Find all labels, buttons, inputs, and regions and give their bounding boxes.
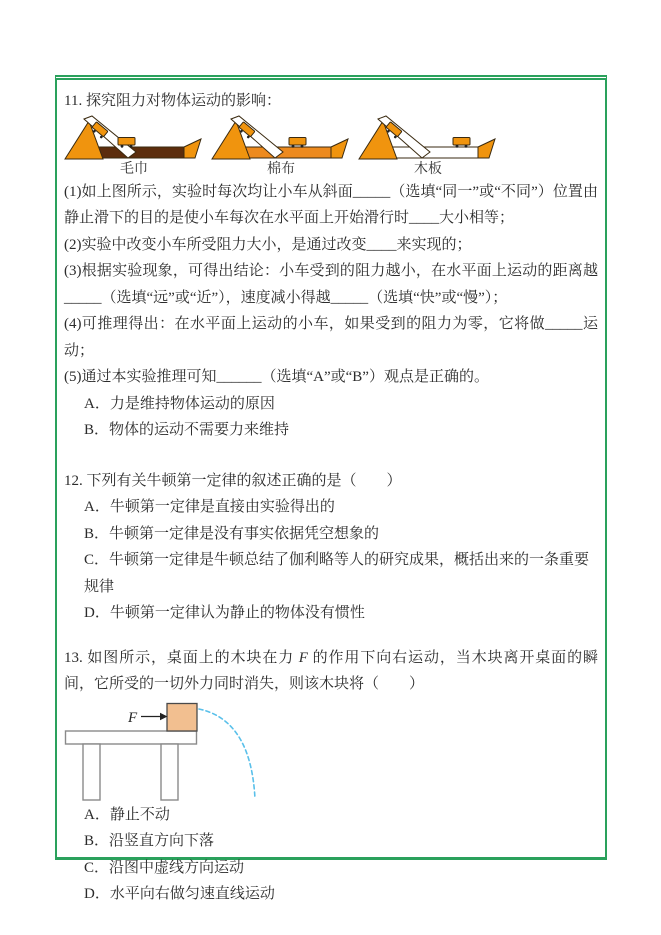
force-label: F xyxy=(128,709,138,726)
q13-force-symbol: F xyxy=(298,649,308,666)
dashed-trajectory-curve xyxy=(199,709,255,799)
surface-end-wedge xyxy=(478,139,495,158)
q11-title: 11. 探究阻力对物体运动的影响： xyxy=(64,93,281,109)
q12-option-a: A．牛顿第一定律是直接由实验得出的 xyxy=(84,499,335,515)
q11-part-2: (2)实验中改变小车所受阻力大小，是通过改变____来实现的； xyxy=(64,236,472,253)
ramp-diagram-towel xyxy=(64,116,204,160)
q12-options xyxy=(64,494,598,627)
question-12 xyxy=(64,468,598,627)
q13-stem-pre: 13. 如图所示，桌面上的木块在力 xyxy=(64,649,299,666)
q11-experiment-figures xyxy=(64,116,598,179)
surface-label-towel: 毛巾 xyxy=(120,161,148,177)
experiment-figure-board xyxy=(358,116,498,179)
table-block-diagram xyxy=(64,700,274,802)
question-13 xyxy=(64,645,598,908)
q11-option-b: B．物体的运动不需要力来维持 xyxy=(84,422,290,438)
ramp-diagram-board xyxy=(358,116,498,160)
q13-option-d: D．水平向右做匀速直线运动 xyxy=(84,886,275,902)
q12-title: 12. 下列有关牛顿第一定律的叙述正确的是（ ） xyxy=(64,472,402,489)
surface-label-board: 木板 xyxy=(414,161,442,177)
q12-option-b: B．牛顿第一定律是没有事实依据凭空想象的 xyxy=(84,525,380,542)
q13-option-a: A．静止不动 xyxy=(84,806,170,823)
q11-option-a: A．力是维持物体运动的原因 xyxy=(84,395,275,412)
q13-option-c: C．沿图中虚线方向运动 xyxy=(84,859,245,876)
experiment-figure-cotton xyxy=(211,116,351,179)
q11-part-4: (4)可推理得出：在水平面上运动的小车，如果受到的阻力为零，它将做_____运动； xyxy=(64,316,598,359)
ramp-diagram-cotton xyxy=(211,116,351,160)
surface-end-wedge xyxy=(184,139,201,158)
q13-options xyxy=(64,802,598,908)
horizontal-surface xyxy=(237,147,331,158)
q11-part-5: (5)通过本实验推理可知______（选填“A”或“B”）观点是正确的。 xyxy=(64,369,489,385)
surface-label-cotton: 棉布 xyxy=(267,161,295,177)
wooden-block xyxy=(167,703,197,731)
q13-stem-post: 的作用下向右运动，当木块离开桌面的瞬间，它所受的一切外力同时消失，则该木块将（ ） xyxy=(64,649,598,692)
horizontal-surface xyxy=(384,147,478,158)
q12-option-c: C．牛顿第一定律是牛顿总结了伽利略等人的研究成果，概括出来的一条重要规律 xyxy=(84,552,590,595)
cart-on-surface xyxy=(453,137,470,147)
experiment-figure-towel xyxy=(64,116,204,179)
surface-end-wedge xyxy=(331,139,348,158)
q11-options xyxy=(64,391,598,444)
horizontal-surface xyxy=(90,147,184,158)
worksheet-page xyxy=(55,75,607,902)
question-11 xyxy=(64,88,598,444)
q12-option-d: D．牛顿第一定律认为静止的物体没有惯性 xyxy=(84,605,365,621)
cart-on-surface xyxy=(289,137,306,147)
q11-part-3: (3)根据实验现象，可得出结论：小车受到的阻力越小，在水平面上运动的距离越_____（选填“远”或“近”），速度减小得越_____（选填“快”或“慢”）； xyxy=(64,263,598,306)
q13-option-b: B．沿竖直方向下落 xyxy=(84,833,215,849)
q11-part-1: (1)如上图所示，实验时每次均让小车从斜面_____（选填“同一”或“不同”）位置由静止滑下的目的是使小车每次在水平面上开始滑行时____大小相等； xyxy=(64,183,598,226)
table-leg-right xyxy=(161,744,178,800)
table-leg-left xyxy=(83,744,100,800)
q13-stem xyxy=(64,645,598,698)
table-top xyxy=(66,731,197,744)
